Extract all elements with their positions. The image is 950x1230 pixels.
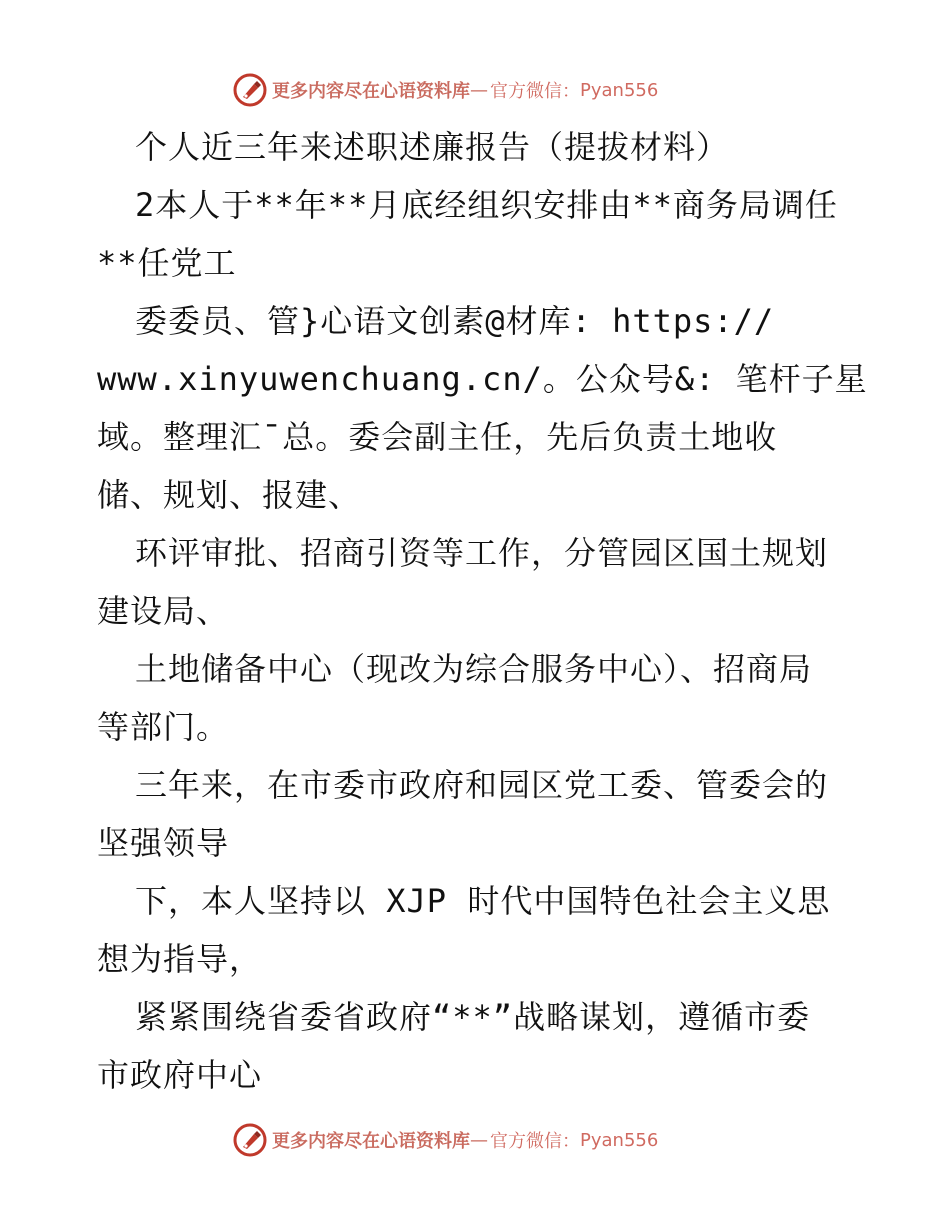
- banner-promo-text: 更多内容尽在心语资料库: [272, 81, 470, 102]
- text-line: 建设局、: [97, 592, 230, 630]
- text-line: 域。整理汇¯总。委会副主任，先后负责土地收: [97, 418, 778, 456]
- text-line: 土地储备中心（现改为综合服务中心）、招商局: [135, 650, 813, 688]
- text-line: 委委员、管}心语文创素@材库: https://: [135, 302, 775, 340]
- text-line: 下，本人坚持以 XJP 时代中国特色社会主义思: [135, 882, 831, 920]
- banner-wechat-label: 官方微信：: [490, 81, 580, 102]
- text-line: www.xinyuwenchuang.cn/。公众号&: 笔杆子星: [97, 360, 868, 398]
- banner-wechat-label: 官方微信：: [490, 1131, 580, 1152]
- text-line: 等部门。: [97, 708, 230, 746]
- pen-nib-logo-icon: [232, 1122, 268, 1158]
- text-line: 三年来，在市委市政府和园区党工委、管委会的: [135, 766, 829, 804]
- text-line: 紧紧围绕省委省政府“**”战略谋划，遵循市委: [135, 998, 811, 1036]
- document-body: [97, 118, 868, 1104]
- banner-wechat-id: Pyan556: [580, 1129, 659, 1151]
- banner-dash: —: [470, 1129, 488, 1151]
- text-line: 储、规划、报建、: [97, 476, 362, 514]
- pen-nib-logo-icon: [232, 72, 268, 108]
- banner-promo-text: 更多内容尽在心语资料库: [272, 1131, 470, 1152]
- banner-dash: —: [470, 79, 488, 101]
- text-line: **任党工: [97, 244, 237, 282]
- text-line: 环评审批、招商引资等工作，分管园区国土规划: [135, 534, 829, 572]
- text-line: 坚强领导: [97, 824, 230, 862]
- text-line: 2本人于**年**月底经组织安排由**商务局调任: [135, 186, 838, 224]
- text-line: 想为指导，: [97, 940, 263, 978]
- header-banner: [232, 70, 752, 110]
- text-line: 个人近三年来述职述廉报告（提拔材料）: [135, 128, 730, 166]
- footer-banner: [232, 1120, 752, 1160]
- banner-wechat-id: Pyan556: [580, 79, 659, 101]
- text-line: 市政府中心: [97, 1056, 263, 1094]
